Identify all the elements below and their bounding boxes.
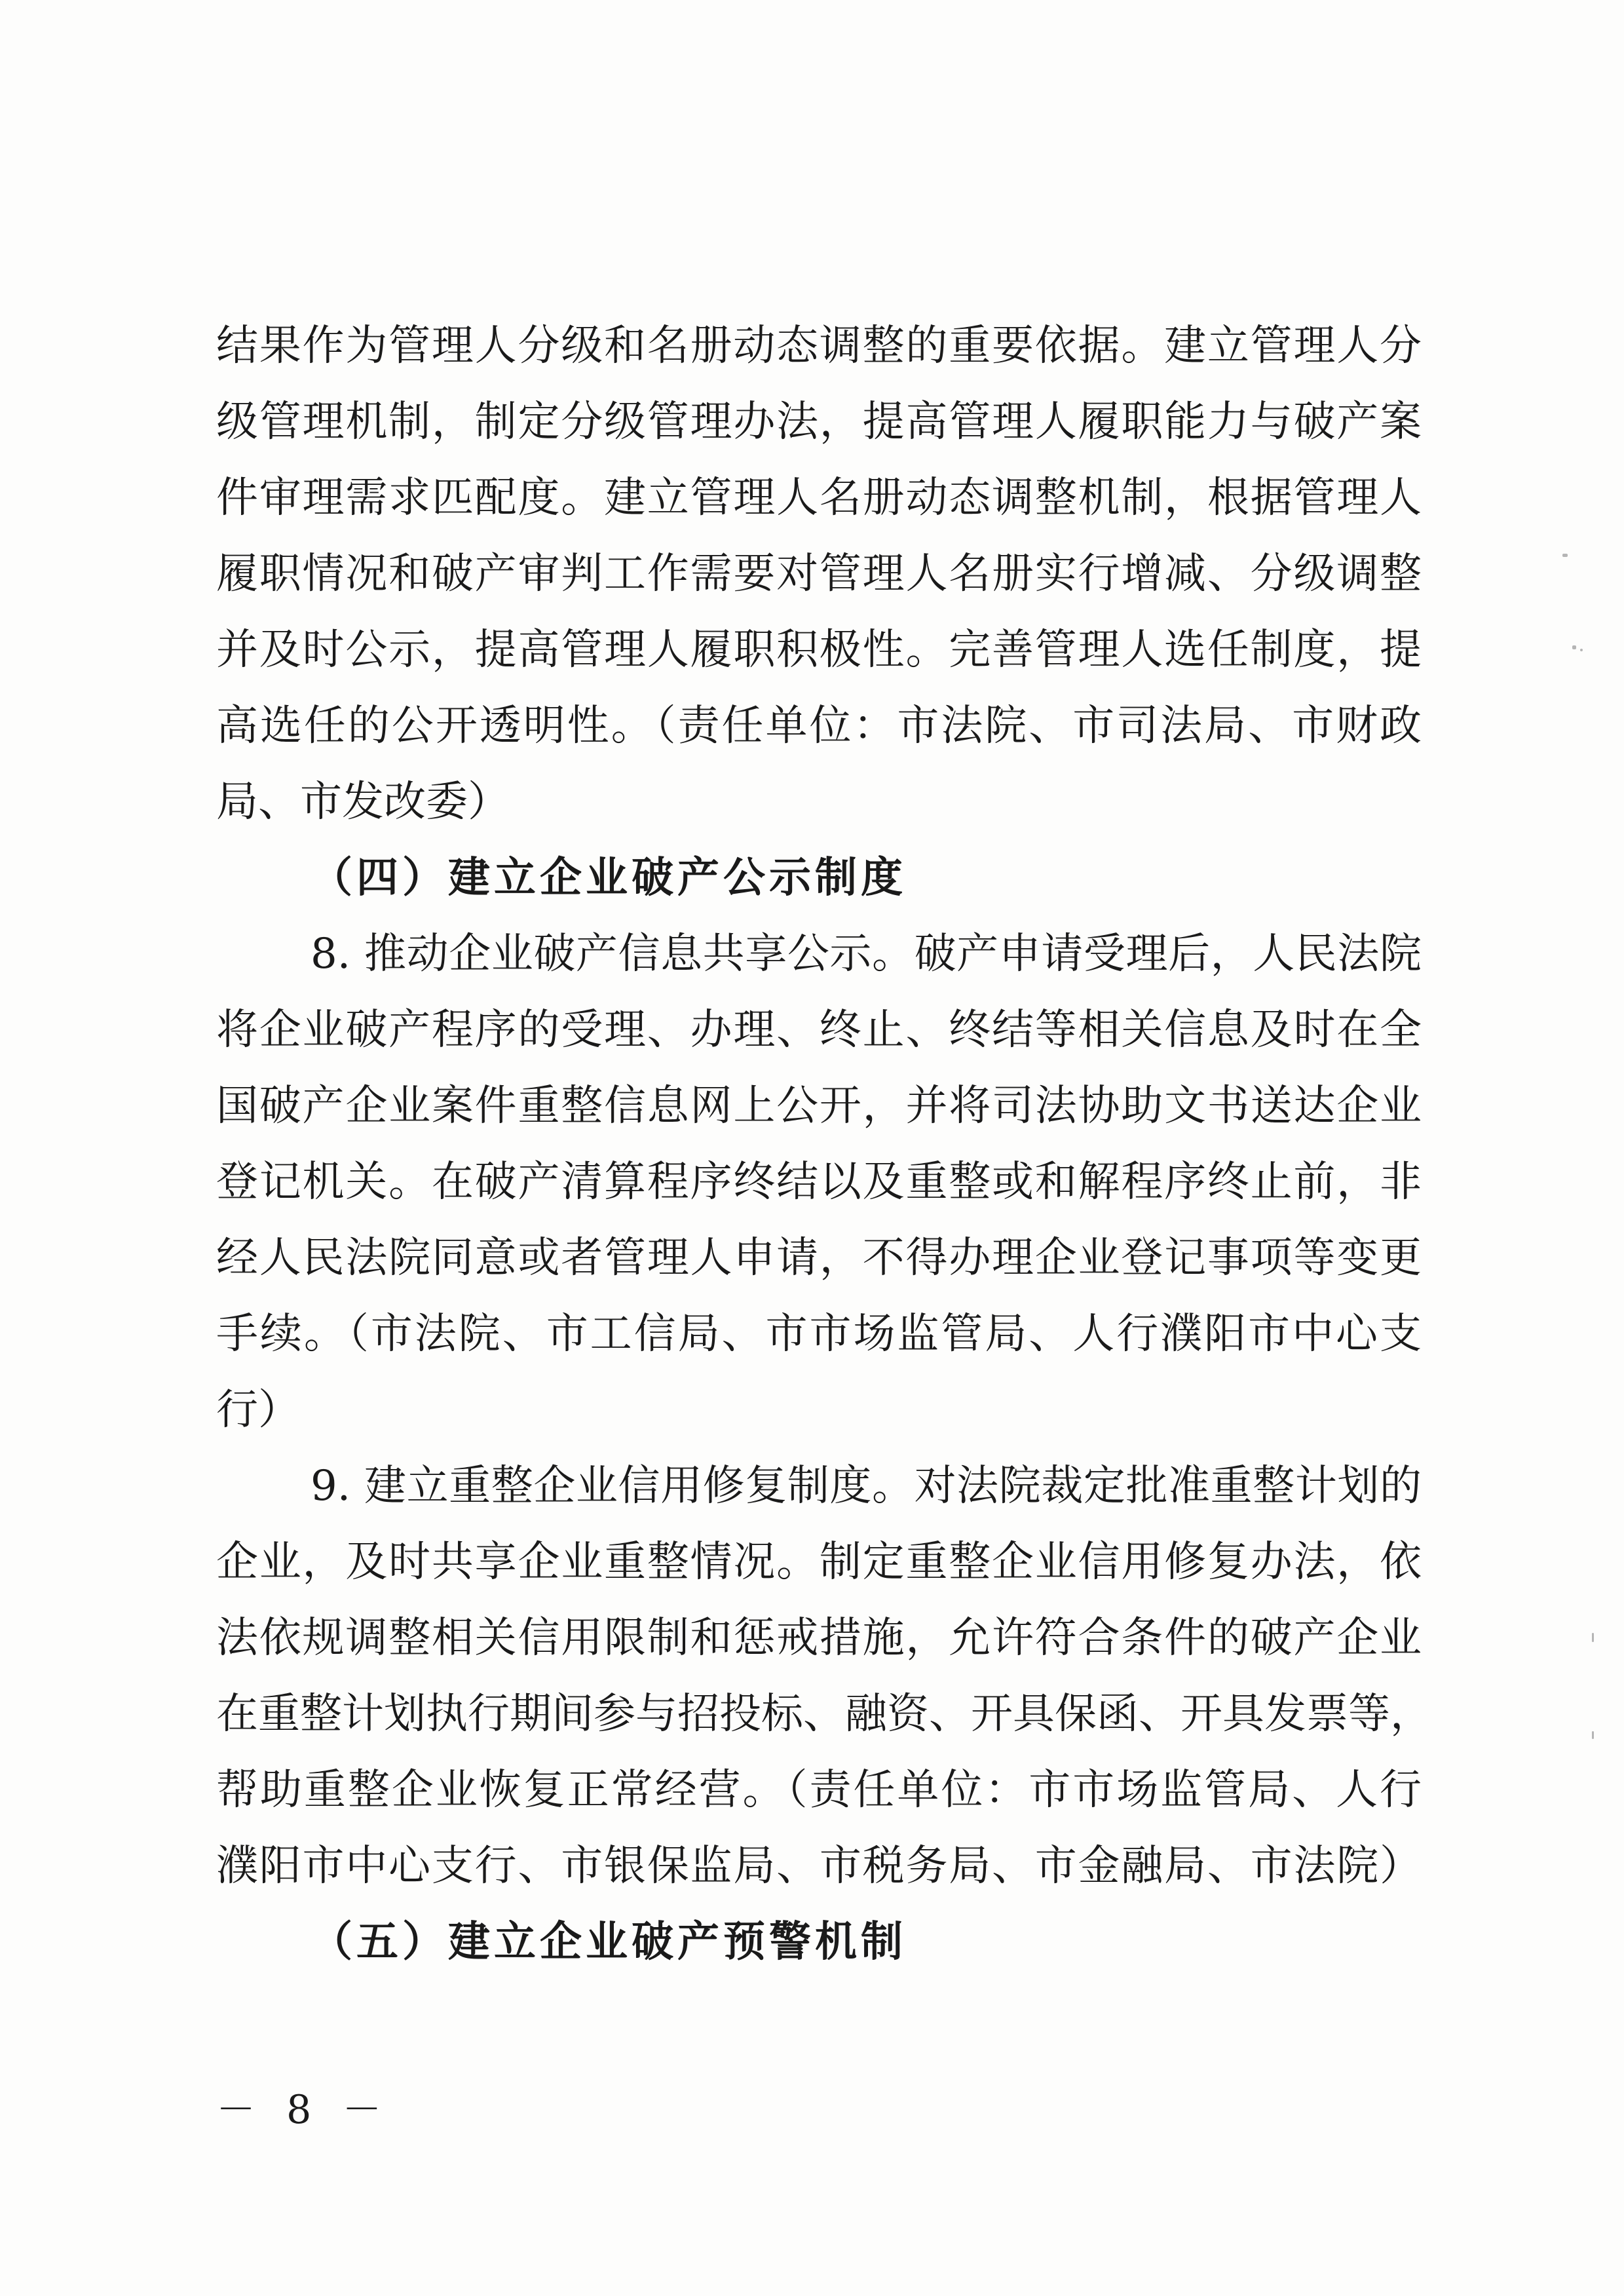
body-text-line: 履职情况和破产审判工作需要对管理人名册实行增减、分级调整 xyxy=(216,550,1422,598)
body-text-line: 濮阳市中心支行、市银保监局、市税务局、市金融局、市法院） xyxy=(216,1842,1422,1890)
body-text-line: 高选任的公开透明性。（责任单位：市法院、市司法局、市财政 xyxy=(216,702,1422,750)
scan-speck xyxy=(1592,1633,1594,1642)
body-text-line: 将企业破产程序的受理、办理、终止、终结等相关信息及时在全 xyxy=(216,1006,1422,1054)
section-heading: （四）建立企业破产公示制度 xyxy=(311,853,907,902)
page-number: － 8 － xyxy=(216,2087,391,2133)
scan-speck xyxy=(1562,554,1568,557)
body-text-line: 件审理需求匹配度。建立管理人名册动态调整机制，根据管理人 xyxy=(216,474,1422,522)
scan-speck xyxy=(1592,1731,1594,1739)
body-text-line: 企业，及时共享企业重整情况。制定重整企业信用修复办法，依 xyxy=(216,1538,1422,1586)
body-text-line: 行） xyxy=(216,1386,300,1434)
body-text-line: 国破产企业案件重整信息网上公开，并将司法协助文书送达企业 xyxy=(216,1082,1422,1130)
body-text-line: 结果作为管理人分级和名册动态调整的重要依据。建立管理人分 xyxy=(216,322,1422,370)
item-8-first-line: 8. 推动企业破产信息共享公示。破产申请受理后，人民法院 xyxy=(311,930,1422,978)
item-9-first-line: 9. 建立重整企业信用修复制度。对法院裁定批准重整计划的 xyxy=(311,1462,1422,1510)
scan-speck xyxy=(1580,649,1583,651)
body-text-line: 手续。（市法院、市工信局、市市场监管局、人行濮阳市中心支 xyxy=(216,1310,1422,1358)
body-text-line: 登记机关。在破产清算程序终结以及重整或和解程序终止前，非 xyxy=(216,1158,1422,1206)
section-heading: （五）建立企业破产预警机制 xyxy=(311,1917,907,1966)
body-text-line: 帮助重整企业恢复正常经营。（责任单位：市市场监管局、人行 xyxy=(216,1766,1422,1814)
body-text-line: 经人民法院同意或者管理人申请，不得办理企业登记事项等变更 xyxy=(216,1234,1422,1282)
body-text-line: 局、市发改委） xyxy=(216,778,510,826)
body-text-line: 法依规调整相关信用限制和惩戒措施，允许符合条件的破产企业 xyxy=(216,1614,1422,1662)
body-text-line: 在重整计划执行期间参与招投标、融资、开具保函、开具发票等， xyxy=(216,1690,1432,1738)
scan-speck xyxy=(1572,645,1576,649)
body-text-line: 并及时公示，提高管理人履职积极性。完善管理人选任制度，提 xyxy=(216,626,1422,674)
body-text-line: 级管理机制，制定分级管理办法，提高管理人履职能力与破产案 xyxy=(216,398,1422,446)
